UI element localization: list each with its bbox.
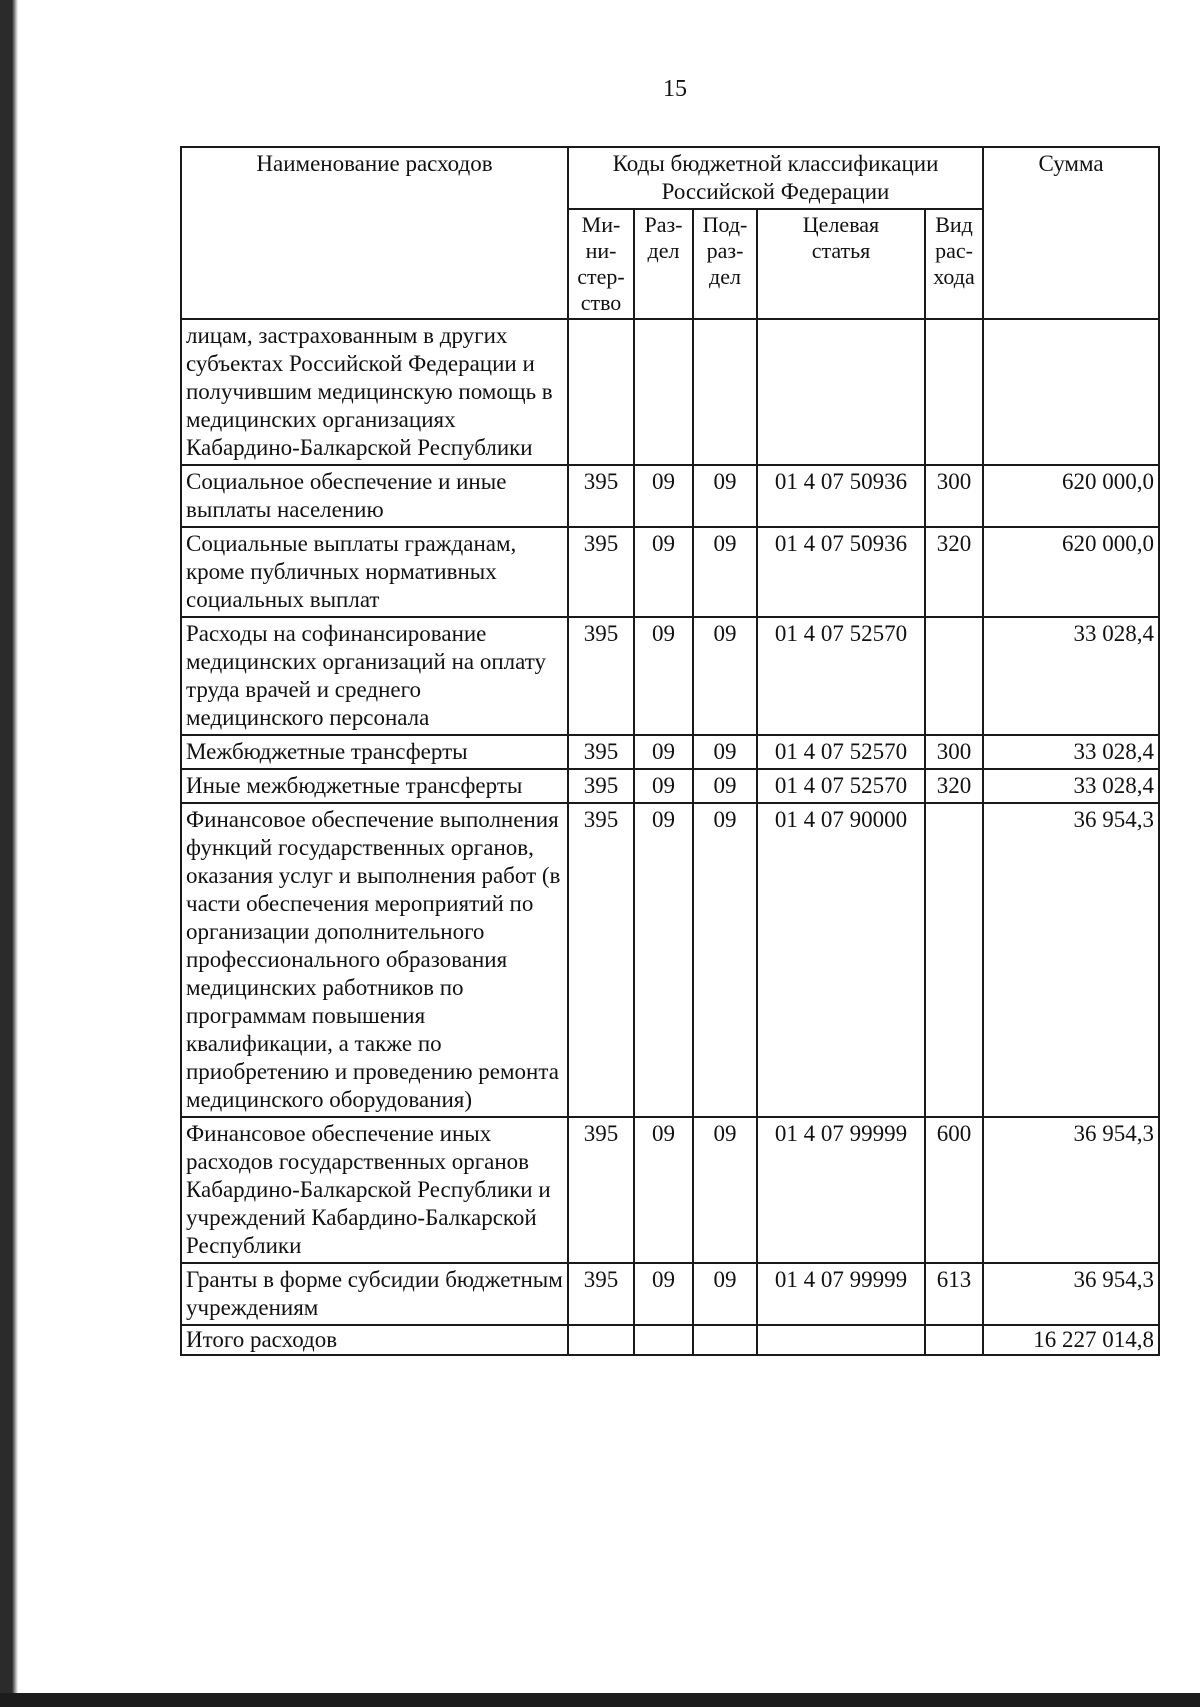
cell-ministry: 395 xyxy=(568,735,634,769)
header-expense-name: Наименование расходов xyxy=(181,147,568,319)
header-expense-type xyxy=(925,209,983,319)
cell-subsection: 09 xyxy=(693,617,757,735)
cell-section: 09 xyxy=(634,735,693,769)
cell-target: 01 4 07 50936 xyxy=(757,527,925,617)
cell-subsection: 09 xyxy=(693,1117,757,1263)
cell-ministry: 395 xyxy=(568,1263,634,1325)
cell-ministry xyxy=(568,1325,634,1355)
cell-sum: 620 000,0 xyxy=(983,527,1159,617)
cell-sum: 36 954,3 xyxy=(983,1117,1159,1263)
cell-subsection: 09 xyxy=(693,1263,757,1325)
cell-sum: 33 028,4 xyxy=(983,769,1159,803)
cell-type: 320 xyxy=(925,527,983,617)
table-body xyxy=(181,319,1159,1355)
table-row xyxy=(181,319,1159,465)
cell-type: 613 xyxy=(925,1263,983,1325)
table-row xyxy=(181,617,1159,735)
cell-target: 01 4 07 99999 xyxy=(757,1117,925,1263)
cell-type: 300 xyxy=(925,735,983,769)
cell-ministry: 395 xyxy=(568,465,634,527)
table-row xyxy=(181,1263,1159,1325)
table-header-row-1 xyxy=(181,147,1159,209)
table-row xyxy=(181,769,1159,803)
cell-ministry: 395 xyxy=(568,769,634,803)
cell-sum: 16 227 014,8 xyxy=(983,1325,1159,1355)
cell-section: 09 xyxy=(634,803,693,1117)
cell-section: 09 xyxy=(634,1263,693,1325)
cell-section: 09 xyxy=(634,617,693,735)
cell-subsection: 09 xyxy=(693,735,757,769)
cell-sum: 33 028,4 xyxy=(983,735,1159,769)
cell-target: 01 4 07 90000 xyxy=(757,803,925,1117)
cell-ministry: 395 xyxy=(568,803,634,1117)
header-target-article xyxy=(757,209,925,319)
cell-ministry xyxy=(568,319,634,465)
header-classification-codes: Коды бюджетной классификации Российской Федерации xyxy=(568,147,983,209)
cell-target xyxy=(757,1325,925,1355)
cell-name: Финансовое обеспечение иных расходов государственных органов Кабардино-Балкарской Республики и учреждений Кабардино-Балкарской Республики xyxy=(181,1117,568,1263)
cell-target xyxy=(757,319,925,465)
cell-target: 01 4 07 52570 xyxy=(757,617,925,735)
table-row xyxy=(181,1117,1159,1263)
header-type-text: Вид рас- хода xyxy=(933,212,975,289)
table-row xyxy=(181,735,1159,769)
header-subsection-text: Под- раз- дел xyxy=(702,212,748,289)
cell-sum: 33 028,4 xyxy=(983,617,1159,735)
cell-subsection: 09 xyxy=(693,465,757,527)
table-row xyxy=(181,527,1159,617)
header-target-text: Целевая статья xyxy=(802,212,880,263)
total-row xyxy=(181,1325,1159,1355)
cell-name: Финансовое обеспечение выполнения функций государственных органов, оказания услуг и выполнения работ (в части обеспечения мероприятий по организации дополнительного профессионального образования медицинских работников по программам повышения квалификации, а также по приобретению и проведению ремонта медицинского оборудования) xyxy=(181,803,568,1117)
cell-name: Итого расходов xyxy=(181,1325,568,1355)
cell-sum: 36 954,3 xyxy=(983,1263,1159,1325)
cell-type: 300 xyxy=(925,465,983,527)
cell-name: Расходы на софинансирование медицинских организаций на оплату труда врачей и среднего медицинского персонала xyxy=(181,617,568,735)
page-number: 15 xyxy=(663,76,687,102)
cell-name: лицам, застрахованным в других субъектах Российской Федерации и получившим медицинскую помощь в медицинских организациях Кабардино-Балкарской Республики xyxy=(181,319,568,465)
table-row xyxy=(181,465,1159,527)
cell-subsection: 09 xyxy=(693,769,757,803)
cell-section xyxy=(634,319,693,465)
cell-ministry: 395 xyxy=(568,527,634,617)
cell-type xyxy=(925,803,983,1117)
cell-type: 600 xyxy=(925,1117,983,1263)
cell-target: 01 4 07 50936 xyxy=(757,465,925,527)
cell-subsection: 09 xyxy=(693,803,757,1117)
budget-expenses-table xyxy=(180,146,1160,1356)
cell-ministry: 395 xyxy=(568,617,634,735)
cell-sum: 36 954,3 xyxy=(983,803,1159,1117)
cell-target: 01 4 07 52570 xyxy=(757,769,925,803)
cell-section: 09 xyxy=(634,1117,693,1263)
cell-section: 09 xyxy=(634,527,693,617)
header-subsection xyxy=(693,209,757,319)
cell-name: Гранты в форме субсидии бюджетным учреждениям xyxy=(181,1263,568,1325)
cell-section: 09 xyxy=(634,769,693,803)
cell-target: 01 4 07 52570 xyxy=(757,735,925,769)
scan-bottom-edge xyxy=(0,1693,1200,1707)
cell-target: 01 4 07 99999 xyxy=(757,1263,925,1325)
cell-name: Социальные выплаты гражданам, кроме публичных нормативных социальных выплат xyxy=(181,527,568,617)
cell-section: 09 xyxy=(634,465,693,527)
header-section-text: Раз- дел xyxy=(644,212,683,263)
cell-section xyxy=(634,1325,693,1355)
cell-subsection xyxy=(693,1325,757,1355)
cell-type xyxy=(925,319,983,465)
cell-sum xyxy=(983,319,1159,465)
header-ministry-text: Ми- ни- стер- ство xyxy=(577,212,625,315)
cell-name: Межбюджетные трансферты xyxy=(181,735,568,769)
cell-ministry: 395 xyxy=(568,1117,634,1263)
scan-left-edge xyxy=(0,0,18,1707)
header-sum: Сумма xyxy=(983,147,1159,319)
cell-type xyxy=(925,1325,983,1355)
cell-subsection xyxy=(693,319,757,465)
table-row xyxy=(181,803,1159,1117)
header-ministry xyxy=(568,209,634,319)
cell-subsection: 09 xyxy=(693,527,757,617)
cell-type: 320 xyxy=(925,769,983,803)
cell-type xyxy=(925,617,983,735)
cell-name: Иные межбюджетные трансферты xyxy=(181,769,568,803)
cell-name: Социальное обеспечение и иные выплаты населению xyxy=(181,465,568,527)
header-section xyxy=(634,209,693,319)
cell-sum: 620 000,0 xyxy=(983,465,1159,527)
